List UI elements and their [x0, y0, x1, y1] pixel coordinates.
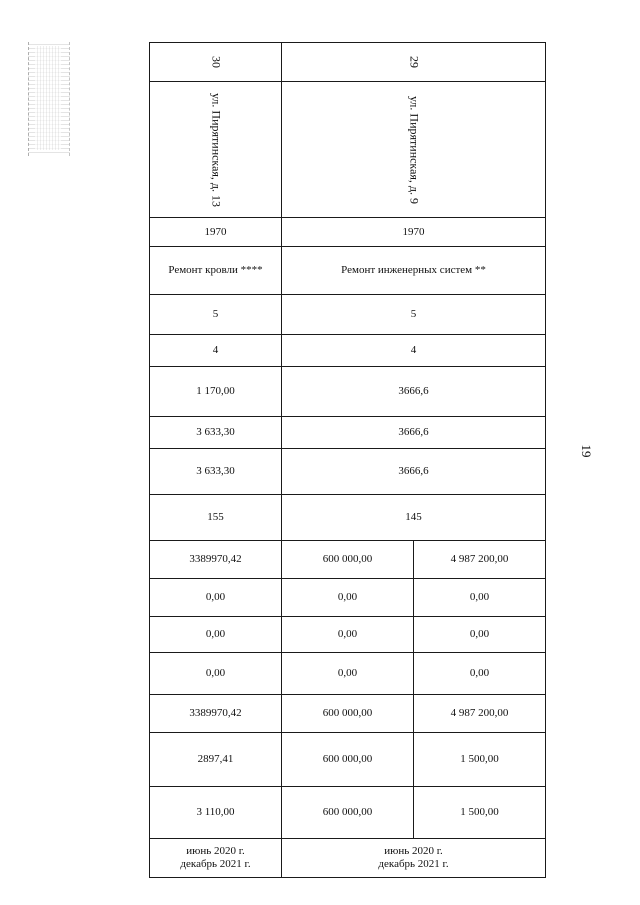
- year-cell: 1970: [282, 218, 546, 247]
- area-cell: 1 170,00: [150, 367, 282, 417]
- cost-cell: 0,00: [150, 617, 282, 653]
- table-cell: [150, 43, 282, 82]
- start-date: июнь 2020 г.: [384, 845, 443, 857]
- table-row: [150, 653, 546, 695]
- cost-cell: 3389970,42: [150, 541, 282, 579]
- area-cell: 3 633,30: [150, 417, 282, 449]
- table-cell: [150, 82, 282, 218]
- cost-cell: 3389970,42: [150, 695, 282, 733]
- cost-cell: 0,00: [414, 617, 546, 653]
- address: ул. Пирятинская, д. 9: [407, 95, 421, 204]
- table-row: [150, 541, 546, 579]
- table-row: [150, 449, 546, 495]
- page-number: 19: [579, 444, 594, 458]
- table-row: [150, 295, 546, 335]
- residents-cell: 145: [282, 495, 546, 541]
- stamp-mark: [28, 42, 70, 156]
- cost-cell: 0,00: [282, 579, 414, 617]
- table-row: [150, 839, 546, 878]
- table-row: [150, 82, 546, 218]
- table-row: [150, 43, 546, 82]
- cost-cell: 0,00: [150, 579, 282, 617]
- entrances-cell: 4: [282, 335, 546, 367]
- table-cell: [282, 82, 546, 218]
- floors-cell: 5: [282, 295, 546, 335]
- table-row: [150, 787, 546, 839]
- cost-cell: 600 000,00: [282, 733, 414, 787]
- table-cell: [282, 43, 546, 82]
- cost-cell: 0,00: [282, 617, 414, 653]
- end-date: декабрь 2021 г.: [180, 858, 251, 870]
- column-number: 30: [209, 56, 223, 68]
- cost-cell: 4 987 200,00: [414, 541, 546, 579]
- table-row: [150, 335, 546, 367]
- end-date: декабрь 2021 г.: [378, 858, 449, 870]
- column-number: 29: [407, 56, 421, 68]
- work-type-cell: Ремонт инженерных систем **: [282, 247, 546, 295]
- table-row: [150, 218, 546, 247]
- table-row: [150, 579, 546, 617]
- cost-cell: 2897,41: [150, 733, 282, 787]
- cost-cell: 1 500,00: [414, 787, 546, 839]
- start-date: июнь 2020 г.: [186, 845, 245, 857]
- work-type-cell: Ремонт кровли ****: [150, 247, 282, 295]
- cost-cell: 600 000,00: [282, 541, 414, 579]
- date-cell: [150, 839, 282, 878]
- table-row: [150, 417, 546, 449]
- cost-cell: 600 000,00: [282, 695, 414, 733]
- entrances-cell: 4: [150, 335, 282, 367]
- cost-cell: 0,00: [414, 653, 546, 695]
- year-cell: 1970: [150, 218, 282, 247]
- date-cell: [282, 839, 546, 878]
- table-row: [150, 247, 546, 295]
- cost-cell: 3 110,00: [150, 787, 282, 839]
- area-cell: 3666,6: [282, 449, 546, 495]
- cost-cell: 1 500,00: [414, 733, 546, 787]
- residents-cell: 155: [150, 495, 282, 541]
- table-row: [150, 367, 546, 417]
- area-cell: 3666,6: [282, 367, 546, 417]
- area-cell: 3 633,30: [150, 449, 282, 495]
- table-row: [150, 617, 546, 653]
- cost-cell: 0,00: [282, 653, 414, 695]
- cost-cell: 600 000,00: [282, 787, 414, 839]
- cost-cell: 0,00: [414, 579, 546, 617]
- cost-cell: 0,00: [150, 653, 282, 695]
- table-row: [150, 495, 546, 541]
- cost-cell: 4 987 200,00: [414, 695, 546, 733]
- floors-cell: 5: [150, 295, 282, 335]
- repair-program-table: [149, 42, 546, 878]
- table-row: [150, 695, 546, 733]
- table-row: [150, 733, 546, 787]
- area-cell: 3666,6: [282, 417, 546, 449]
- address: ул. Пирятинская, д. 13: [209, 92, 223, 207]
